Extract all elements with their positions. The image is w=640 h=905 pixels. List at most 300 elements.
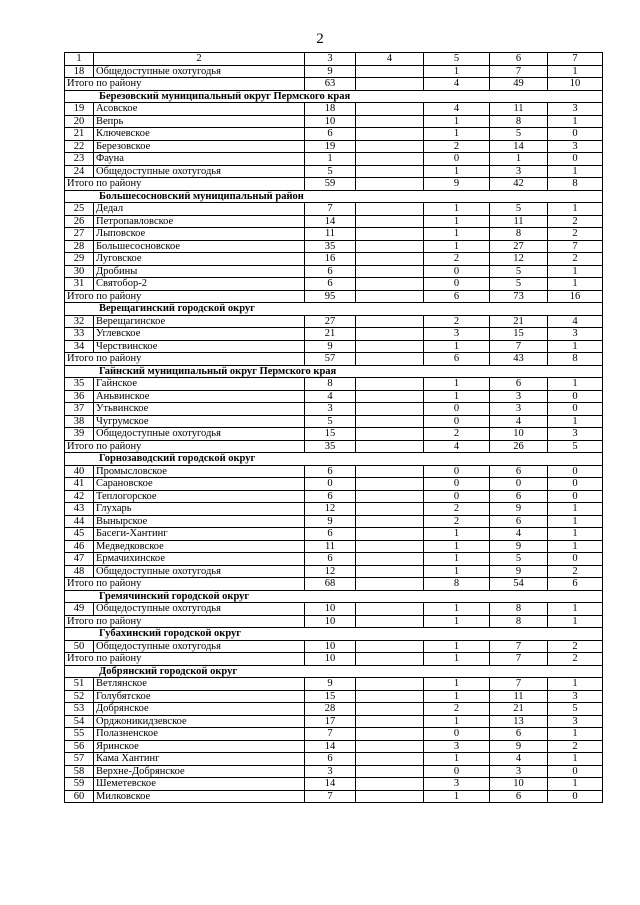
value-cell: 7 bbox=[305, 728, 356, 741]
row-number: 47 bbox=[65, 553, 94, 566]
value-cell: 9 bbox=[305, 340, 356, 353]
total-row bbox=[65, 578, 603, 591]
value-cell bbox=[356, 228, 424, 241]
value-cell: 3 bbox=[548, 103, 603, 116]
table-row bbox=[65, 703, 603, 716]
table-row bbox=[65, 540, 603, 553]
area-name: Асовское bbox=[94, 103, 305, 116]
value-cell: 1 bbox=[424, 653, 490, 666]
value-cell: 5 bbox=[305, 165, 356, 178]
row-number: 29 bbox=[65, 253, 94, 266]
table-row bbox=[65, 128, 603, 141]
area-name: Фауна bbox=[94, 153, 305, 166]
row-number: 25 bbox=[65, 203, 94, 216]
table-row bbox=[65, 765, 603, 778]
value-cell: 13 bbox=[490, 715, 548, 728]
row-number: 44 bbox=[65, 515, 94, 528]
row-number: 55 bbox=[65, 728, 94, 741]
row-number: 39 bbox=[65, 428, 94, 441]
value-cell: 3 bbox=[424, 328, 490, 341]
table-row bbox=[65, 503, 603, 516]
value-cell: 68 bbox=[305, 578, 356, 591]
row-number: 20 bbox=[65, 115, 94, 128]
value-cell bbox=[356, 153, 424, 166]
value-cell: 1 bbox=[548, 203, 603, 216]
value-cell: 16 bbox=[548, 290, 603, 303]
row-number: 53 bbox=[65, 703, 94, 716]
value-cell: 0 bbox=[305, 478, 356, 491]
value-cell: 6 bbox=[490, 465, 548, 478]
value-cell: 0 bbox=[548, 765, 603, 778]
value-cell bbox=[356, 603, 424, 616]
row-number: 57 bbox=[65, 753, 94, 766]
value-cell bbox=[356, 640, 424, 653]
row-number: 49 bbox=[65, 603, 94, 616]
value-cell: 4 bbox=[424, 440, 490, 453]
value-cell: 7 bbox=[490, 678, 548, 691]
section-title: Губахинский городской округ bbox=[65, 628, 603, 641]
table-row bbox=[65, 390, 603, 403]
value-cell: 28 bbox=[305, 703, 356, 716]
value-cell bbox=[356, 715, 424, 728]
header-cell: 3 bbox=[305, 53, 356, 66]
total-label: Итого по району bbox=[65, 578, 305, 591]
value-cell: 8 bbox=[490, 603, 548, 616]
value-cell bbox=[356, 240, 424, 253]
table-row bbox=[65, 715, 603, 728]
value-cell: 7 bbox=[490, 653, 548, 666]
table-row bbox=[65, 728, 603, 741]
value-cell bbox=[356, 290, 424, 303]
value-cell: 10 bbox=[490, 778, 548, 791]
value-cell: 1 bbox=[424, 753, 490, 766]
value-cell: 0 bbox=[424, 478, 490, 491]
value-cell: 10 bbox=[305, 640, 356, 653]
value-cell: 14 bbox=[305, 215, 356, 228]
total-label: Итого по району bbox=[65, 353, 305, 366]
area-name: Добрянское bbox=[94, 703, 305, 716]
row-number: 40 bbox=[65, 465, 94, 478]
value-cell bbox=[356, 128, 424, 141]
area-name: Луговское bbox=[94, 253, 305, 266]
value-cell: 0 bbox=[548, 478, 603, 491]
value-cell: 2 bbox=[424, 140, 490, 153]
value-cell: 10 bbox=[305, 615, 356, 628]
value-cell bbox=[356, 328, 424, 341]
area-name: Верхне-Добрянское bbox=[94, 765, 305, 778]
value-cell: 8 bbox=[490, 115, 548, 128]
header-cell: 7 bbox=[548, 53, 603, 66]
value-cell: 8 bbox=[490, 228, 548, 241]
value-cell: 4 bbox=[490, 753, 548, 766]
value-cell: 1 bbox=[548, 528, 603, 541]
table-row bbox=[65, 315, 603, 328]
section-row bbox=[65, 303, 603, 316]
value-cell: 1 bbox=[548, 603, 603, 616]
value-cell bbox=[356, 415, 424, 428]
value-cell: 1 bbox=[424, 215, 490, 228]
value-cell: 6 bbox=[305, 553, 356, 566]
table-row bbox=[65, 215, 603, 228]
value-cell bbox=[356, 140, 424, 153]
area-name: Полазненское bbox=[94, 728, 305, 741]
row-number: 27 bbox=[65, 228, 94, 241]
value-cell: 43 bbox=[490, 353, 548, 366]
value-cell: 27 bbox=[490, 240, 548, 253]
value-cell: 6 bbox=[490, 378, 548, 391]
value-cell: 19 bbox=[305, 140, 356, 153]
table-row bbox=[65, 490, 603, 503]
value-cell bbox=[356, 765, 424, 778]
area-name: Ключевское bbox=[94, 128, 305, 141]
area-name: Черствинское bbox=[94, 340, 305, 353]
area-name: Общедоступные охотугодья bbox=[94, 165, 305, 178]
value-cell: 2 bbox=[548, 565, 603, 578]
value-cell bbox=[356, 540, 424, 553]
value-cell: 7 bbox=[490, 640, 548, 653]
value-cell bbox=[356, 528, 424, 541]
value-cell: 12 bbox=[305, 565, 356, 578]
value-cell: 1 bbox=[548, 278, 603, 291]
value-cell: 1 bbox=[548, 65, 603, 78]
value-cell: 6 bbox=[424, 353, 490, 366]
value-cell bbox=[356, 740, 424, 753]
value-cell bbox=[356, 315, 424, 328]
value-cell: 9 bbox=[490, 540, 548, 553]
value-cell: 15 bbox=[305, 428, 356, 441]
value-cell: 14 bbox=[490, 140, 548, 153]
value-cell: 4 bbox=[305, 390, 356, 403]
value-cell: 1 bbox=[424, 678, 490, 691]
value-cell bbox=[356, 165, 424, 178]
row-number: 35 bbox=[65, 378, 94, 391]
value-cell: 0 bbox=[424, 278, 490, 291]
value-cell: 49 bbox=[490, 78, 548, 91]
value-cell: 3 bbox=[305, 765, 356, 778]
value-cell bbox=[356, 553, 424, 566]
value-cell: 11 bbox=[490, 690, 548, 703]
row-number: 22 bbox=[65, 140, 94, 153]
value-cell: 9 bbox=[424, 178, 490, 191]
table-row bbox=[65, 778, 603, 791]
section-title: Гремячинский городской округ bbox=[65, 590, 603, 603]
total-label: Итого по району bbox=[65, 178, 305, 191]
section-row bbox=[65, 90, 603, 103]
header-cell: 5 bbox=[424, 53, 490, 66]
row-number: 56 bbox=[65, 740, 94, 753]
value-cell: 4 bbox=[424, 78, 490, 91]
value-cell: 0 bbox=[548, 403, 603, 416]
area-name: Вепрь bbox=[94, 115, 305, 128]
value-cell: 7 bbox=[305, 203, 356, 216]
table-row bbox=[65, 228, 603, 241]
data-table bbox=[64, 52, 603, 803]
section-title: Гайнский муниципальный округ Пермского края bbox=[65, 365, 603, 378]
value-cell bbox=[356, 653, 424, 666]
value-cell bbox=[356, 390, 424, 403]
total-label: Итого по району bbox=[65, 440, 305, 453]
row-number: 32 bbox=[65, 315, 94, 328]
value-cell: 9 bbox=[490, 565, 548, 578]
value-cell: 1 bbox=[548, 515, 603, 528]
value-cell: 7 bbox=[548, 240, 603, 253]
row-number: 42 bbox=[65, 490, 94, 503]
value-cell: 0 bbox=[424, 415, 490, 428]
value-cell bbox=[356, 478, 424, 491]
area-name: Яринское bbox=[94, 740, 305, 753]
total-label: Итого по району bbox=[65, 615, 305, 628]
area-name: Медведковское bbox=[94, 540, 305, 553]
total-row bbox=[65, 290, 603, 303]
table-row bbox=[65, 103, 603, 116]
value-cell: 14 bbox=[305, 740, 356, 753]
value-cell: 5 bbox=[490, 128, 548, 141]
section-row bbox=[65, 590, 603, 603]
section-row bbox=[65, 453, 603, 466]
table-row bbox=[65, 115, 603, 128]
value-cell bbox=[356, 403, 424, 416]
value-cell: 2 bbox=[424, 428, 490, 441]
value-cell: 1 bbox=[424, 228, 490, 241]
value-cell: 11 bbox=[305, 540, 356, 553]
row-number: 23 bbox=[65, 153, 94, 166]
row-number: 59 bbox=[65, 778, 94, 791]
value-cell: 2 bbox=[424, 515, 490, 528]
area-name: Большесосновское bbox=[94, 240, 305, 253]
row-number: 51 bbox=[65, 678, 94, 691]
value-cell: 6 bbox=[490, 515, 548, 528]
value-cell: 1 bbox=[548, 615, 603, 628]
value-cell: 0 bbox=[424, 403, 490, 416]
value-cell bbox=[356, 465, 424, 478]
value-cell bbox=[356, 428, 424, 441]
value-cell bbox=[356, 115, 424, 128]
area-name: Вынырское bbox=[94, 515, 305, 528]
value-cell: 21 bbox=[305, 328, 356, 341]
table-row bbox=[65, 790, 603, 803]
table-row bbox=[65, 140, 603, 153]
value-cell bbox=[356, 215, 424, 228]
value-cell: 10 bbox=[490, 428, 548, 441]
value-cell: 5 bbox=[490, 265, 548, 278]
table-row bbox=[65, 753, 603, 766]
value-cell bbox=[356, 440, 424, 453]
value-cell: 1 bbox=[424, 165, 490, 178]
table-row bbox=[65, 678, 603, 691]
value-cell: 1 bbox=[548, 540, 603, 553]
value-cell: 9 bbox=[305, 678, 356, 691]
value-cell bbox=[356, 203, 424, 216]
row-number: 24 bbox=[65, 165, 94, 178]
section-title: Верещагинский городской округ bbox=[65, 303, 603, 316]
area-name: Теплогорское bbox=[94, 490, 305, 503]
value-cell bbox=[356, 78, 424, 91]
row-number: 19 bbox=[65, 103, 94, 116]
value-cell bbox=[356, 490, 424, 503]
row-number: 36 bbox=[65, 390, 94, 403]
row-number: 37 bbox=[65, 403, 94, 416]
value-cell: 0 bbox=[548, 128, 603, 141]
value-cell bbox=[356, 378, 424, 391]
value-cell: 1 bbox=[548, 340, 603, 353]
table-row bbox=[65, 690, 603, 703]
value-cell: 12 bbox=[490, 253, 548, 266]
table-row bbox=[65, 603, 603, 616]
value-cell: 6 bbox=[305, 528, 356, 541]
value-cell: 6 bbox=[305, 465, 356, 478]
value-cell bbox=[356, 278, 424, 291]
value-cell: 1 bbox=[424, 790, 490, 803]
table-row bbox=[65, 253, 603, 266]
value-cell: 35 bbox=[305, 440, 356, 453]
area-name: Шеметевское bbox=[94, 778, 305, 791]
row-number: 28 bbox=[65, 240, 94, 253]
value-cell bbox=[356, 615, 424, 628]
value-cell: 27 bbox=[305, 315, 356, 328]
value-cell: 2 bbox=[548, 740, 603, 753]
value-cell: 0 bbox=[424, 153, 490, 166]
area-name: Общедоступные охотугодья bbox=[94, 603, 305, 616]
value-cell: 1 bbox=[548, 265, 603, 278]
value-cell: 0 bbox=[548, 553, 603, 566]
value-cell: 8 bbox=[548, 178, 603, 191]
value-cell bbox=[356, 790, 424, 803]
value-cell: 12 bbox=[305, 503, 356, 516]
total-row bbox=[65, 440, 603, 453]
row-number: 54 bbox=[65, 715, 94, 728]
area-name: Утьвинское bbox=[94, 403, 305, 416]
header-row bbox=[65, 53, 603, 66]
table-row bbox=[65, 428, 603, 441]
value-cell: 1 bbox=[548, 753, 603, 766]
value-cell: 21 bbox=[490, 315, 548, 328]
value-cell: 6 bbox=[424, 290, 490, 303]
total-row bbox=[65, 353, 603, 366]
area-name: Общедоступные охотугодья bbox=[94, 565, 305, 578]
row-number: 48 bbox=[65, 565, 94, 578]
area-name: Березовское bbox=[94, 140, 305, 153]
section-row bbox=[65, 628, 603, 641]
value-cell: 0 bbox=[424, 490, 490, 503]
table-row bbox=[65, 565, 603, 578]
value-cell: 1 bbox=[305, 153, 356, 166]
value-cell: 11 bbox=[305, 228, 356, 241]
value-cell: 3 bbox=[548, 690, 603, 703]
value-cell: 9 bbox=[490, 740, 548, 753]
value-cell: 1 bbox=[424, 128, 490, 141]
header-cell: 4 bbox=[356, 53, 424, 66]
value-cell: 0 bbox=[548, 390, 603, 403]
row-number: 58 bbox=[65, 765, 94, 778]
value-cell bbox=[356, 565, 424, 578]
row-number: 31 bbox=[65, 278, 94, 291]
row-number: 50 bbox=[65, 640, 94, 653]
value-cell bbox=[356, 353, 424, 366]
total-label: Итого по району bbox=[65, 653, 305, 666]
table-row bbox=[65, 265, 603, 278]
value-cell: 2 bbox=[548, 640, 603, 653]
value-cell: 9 bbox=[490, 503, 548, 516]
row-number: 26 bbox=[65, 215, 94, 228]
value-cell: 11 bbox=[490, 215, 548, 228]
value-cell: 0 bbox=[490, 478, 548, 491]
header-cell: 1 bbox=[65, 53, 94, 66]
table-row bbox=[65, 378, 603, 391]
value-cell bbox=[356, 778, 424, 791]
value-cell: 11 bbox=[490, 103, 548, 116]
area-name: Басеги-Хантинг bbox=[94, 528, 305, 541]
value-cell bbox=[356, 340, 424, 353]
value-cell bbox=[356, 703, 424, 716]
table-row bbox=[65, 153, 603, 166]
value-cell: 1 bbox=[424, 528, 490, 541]
table-row bbox=[65, 528, 603, 541]
value-cell: 1 bbox=[548, 415, 603, 428]
value-cell bbox=[356, 678, 424, 691]
value-cell bbox=[356, 503, 424, 516]
row-number: 38 bbox=[65, 415, 94, 428]
value-cell: 1 bbox=[548, 378, 603, 391]
table-row bbox=[65, 415, 603, 428]
value-cell: 1 bbox=[548, 778, 603, 791]
value-cell: 35 bbox=[305, 240, 356, 253]
total-label: Итого по району bbox=[65, 78, 305, 91]
value-cell: 1 bbox=[424, 378, 490, 391]
value-cell: 0 bbox=[424, 728, 490, 741]
value-cell: 26 bbox=[490, 440, 548, 453]
value-cell: 0 bbox=[424, 765, 490, 778]
value-cell: 73 bbox=[490, 290, 548, 303]
area-name: Дробины bbox=[94, 265, 305, 278]
value-cell bbox=[356, 178, 424, 191]
value-cell: 5 bbox=[490, 278, 548, 291]
value-cell: 2 bbox=[548, 253, 603, 266]
value-cell: 1 bbox=[424, 565, 490, 578]
value-cell: 14 bbox=[305, 778, 356, 791]
row-number: 30 bbox=[65, 265, 94, 278]
row-number: 52 bbox=[65, 690, 94, 703]
value-cell: 1 bbox=[424, 603, 490, 616]
table-row bbox=[65, 403, 603, 416]
value-cell bbox=[356, 515, 424, 528]
value-cell: 0 bbox=[548, 153, 603, 166]
value-cell: 7 bbox=[305, 790, 356, 803]
value-cell: 8 bbox=[424, 578, 490, 591]
row-number: 46 bbox=[65, 540, 94, 553]
table-body bbox=[65, 53, 603, 803]
value-cell: 4 bbox=[490, 415, 548, 428]
value-cell: 8 bbox=[548, 353, 603, 366]
value-cell bbox=[356, 690, 424, 703]
value-cell: 15 bbox=[305, 690, 356, 703]
area-name: Голубятское bbox=[94, 690, 305, 703]
value-cell: 3 bbox=[548, 715, 603, 728]
value-cell: 59 bbox=[305, 178, 356, 191]
value-cell: 21 bbox=[490, 703, 548, 716]
value-cell: 0 bbox=[424, 465, 490, 478]
value-cell: 1 bbox=[424, 690, 490, 703]
area-name: Сарановское bbox=[94, 478, 305, 491]
value-cell: 9 bbox=[305, 65, 356, 78]
value-cell: 1 bbox=[424, 65, 490, 78]
value-cell bbox=[356, 253, 424, 266]
value-cell: 5 bbox=[490, 203, 548, 216]
area-name: Общедоступные охотугодья bbox=[94, 65, 305, 78]
total-row bbox=[65, 615, 603, 628]
section-title: Горнозаводский городской округ bbox=[65, 453, 603, 466]
section-title: Большесосновский муниципальный район bbox=[65, 190, 603, 203]
value-cell: 63 bbox=[305, 78, 356, 91]
